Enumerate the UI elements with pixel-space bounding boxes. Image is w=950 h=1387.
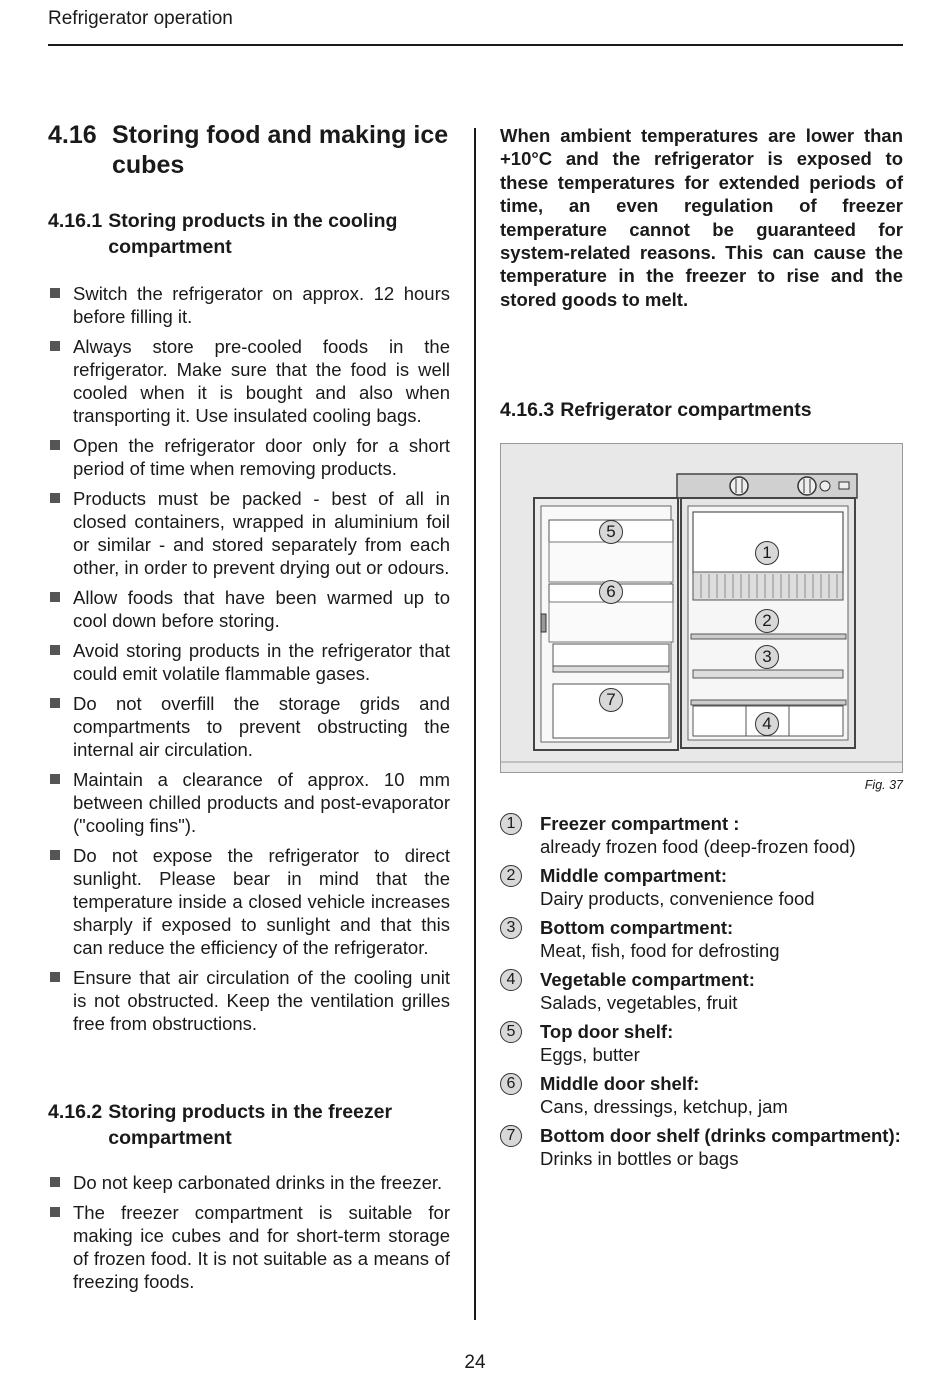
legend-title: Freezer compartment : xyxy=(540,813,740,835)
bullet-text: Products must be packed - best of all in closed containers, wrapped in aluminium foil or similar - and stored separately from each other, in order to prevent drying out or odours. xyxy=(73,488,450,578)
legend-number-badge: 1 xyxy=(500,813,522,835)
thermostat-knob-icon xyxy=(730,477,748,495)
energy-selector-knob-icon xyxy=(798,477,816,495)
bullet-item xyxy=(48,692,450,761)
bullet-text: Open the refrigerator door only for a short period of time when removing products. xyxy=(73,435,450,479)
legend-number-badge: 5 xyxy=(500,1021,522,1043)
header-rule xyxy=(48,44,903,46)
figure-caption: Fig. 37 xyxy=(864,778,903,793)
legend-description: Dairy products, convenience food xyxy=(540,888,815,910)
bullet-text: Avoid storing products in the refrigerator that could emit volatile flammable gases. xyxy=(73,640,450,684)
bullet-square-icon xyxy=(50,288,60,298)
indicator-icon xyxy=(839,482,849,489)
callout-badge-2: 2 xyxy=(755,609,779,633)
subsection-title: Storing products in the cooling compartment xyxy=(108,210,398,258)
bullet-item xyxy=(48,1171,450,1194)
bullet-square-icon xyxy=(50,972,60,982)
callout-badge-7: 7 xyxy=(599,688,623,712)
callout-badge-3: 3 xyxy=(755,645,779,669)
refrigerator-figure xyxy=(500,443,903,773)
subsection-heading-compartments xyxy=(500,397,903,423)
bullet-square-icon xyxy=(50,645,60,655)
legend-title: Vegetable compartment: xyxy=(540,969,755,991)
subsection-heading-cooling xyxy=(48,208,450,260)
bullet-item xyxy=(48,586,450,632)
bullet-text: Do not overfill the storage grids and compartments to prevent obstructing the internal air circulation. xyxy=(73,693,450,760)
legend-title: Bottom door shelf (drinks compartment): xyxy=(540,1125,901,1147)
subsection-title: Storing products in the freezer compartment xyxy=(108,1101,393,1149)
legend-description: Cans, dressings, ketchup, jam xyxy=(540,1096,788,1118)
bullet-item xyxy=(48,282,450,328)
subsection-number: 4.16.1 xyxy=(48,210,103,232)
bullet-text: Do not keep carbonated drinks in the freezer. xyxy=(73,1172,443,1193)
callout-badge-1: 1 xyxy=(755,541,779,565)
legend-number-badge: 6 xyxy=(500,1073,522,1095)
legend-item xyxy=(500,812,903,858)
callout-badge-6: 6 xyxy=(599,580,623,604)
bullet-text: Ensure that air circulation of the cooling unit is not obstructed. Keep the ventilation grilles free from obstructions. xyxy=(73,967,450,1034)
bullet-item xyxy=(48,768,450,837)
compartment-legend xyxy=(500,812,903,1170)
top-door-shelf-front xyxy=(549,542,673,582)
bullet-square-icon xyxy=(50,850,60,860)
legend-description: Salads, vegetables, fruit xyxy=(540,992,738,1014)
cooling-bullet-list xyxy=(48,282,450,1035)
bullet-square-icon xyxy=(50,1207,60,1217)
lower-shelf xyxy=(691,700,846,705)
right-column xyxy=(500,124,903,1176)
bullet-item xyxy=(48,639,450,685)
cooling-fins xyxy=(693,572,843,600)
bullet-square-icon xyxy=(50,440,60,450)
freezer-bullet-list xyxy=(48,1171,450,1293)
bullet-text: Always store pre-cooled foods in the refrigerator. Make sure that the food is well cooled when it is bought and also when transporting it. Use insulated cooling bags. xyxy=(73,336,450,426)
legend-title: Middle compartment: xyxy=(540,865,728,887)
bullet-item xyxy=(48,335,450,427)
door-bar-rail xyxy=(553,666,669,672)
legend-number-badge: 2 xyxy=(500,865,522,887)
legend-title: Bottom compartment: xyxy=(540,917,734,939)
legend-item xyxy=(500,1072,903,1118)
bullet-square-icon xyxy=(50,698,60,708)
door-latch-icon xyxy=(541,614,546,632)
left-column xyxy=(48,120,450,1300)
bullet-square-icon xyxy=(50,493,60,503)
subsection-title: Refrigerator compartments xyxy=(560,399,812,422)
bullet-item xyxy=(48,1201,450,1293)
bullet-item xyxy=(48,487,450,579)
subsection-number: 4.16.3 xyxy=(500,399,555,422)
bullet-square-icon xyxy=(50,774,60,784)
bullet-item xyxy=(48,844,450,959)
bullet-text: Do not expose the refrigerator to direct sunlight. Please bear in mind that the temperature inside a closed vehicle increases sharply if exposed to sunlight and that this can reduce the efficiency of the refrigerator. xyxy=(73,845,450,958)
legend-item xyxy=(500,1020,903,1066)
refrigerator-illustration xyxy=(501,444,902,772)
section-number: 4.16 xyxy=(48,121,97,149)
legend-number-badge: 3 xyxy=(500,917,522,939)
bullet-text: The freezer compartment is suitable for making ice cubes and for short-term storage of frozen food. It is not suitable as a means of freezing foods. xyxy=(73,1202,450,1292)
bullet-text: Maintain a clearance of approx. 10 mm between chilled products and post-evaporator ("cooling fins"). xyxy=(73,769,450,836)
bullet-square-icon xyxy=(50,592,60,602)
bullet-text: Allow foods that have been warmed up to cool down before storing. xyxy=(73,587,450,631)
legend-item xyxy=(500,968,903,1014)
section-title: Storing food and making ice cubes xyxy=(112,121,449,179)
ignition-button-icon xyxy=(820,481,830,491)
legend-item xyxy=(500,1124,903,1170)
legend-item xyxy=(500,864,903,910)
legend-description: Meat, fish, food for defrosting xyxy=(540,940,780,962)
bullet-item xyxy=(48,966,450,1035)
bullet-text: Switch the refrigerator on approx. 12 hours before filling it. xyxy=(73,283,450,327)
legend-description: Eggs, butter xyxy=(540,1044,640,1066)
legend-title: Middle door shelf: xyxy=(540,1073,700,1095)
legend-description: Drinks in bottles or bags xyxy=(540,1148,739,1170)
legend-item xyxy=(500,916,903,962)
column-divider xyxy=(474,128,476,1320)
legend-title: Top door shelf: xyxy=(540,1021,674,1043)
legend-number-badge: 4 xyxy=(500,969,522,991)
middle-shelf xyxy=(691,634,846,639)
legend-number-badge: 7 xyxy=(500,1125,522,1147)
bullet-square-icon xyxy=(50,1177,60,1187)
page-number: 24 xyxy=(464,1352,486,1373)
bullet-item xyxy=(48,434,450,480)
callout-badge-5: 5 xyxy=(599,520,623,544)
subsection-number: 4.16.2 xyxy=(48,1101,103,1123)
subsection-heading-freezer xyxy=(48,1099,450,1151)
low-temperature-warning: When ambient temperatures are lower than +10°C and the refrigerator is exposed to these temperatures for extended periods of time, an even regulation of freezer temperature cannot be guaranteed for system-related reasons. This can cause the temperature in the freezer to rise and the stored goods to melt. xyxy=(500,125,903,310)
callout-badge-4: 4 xyxy=(755,712,779,736)
bullet-square-icon xyxy=(50,341,60,351)
legend-description: already frozen food (deep-frozen food) xyxy=(540,836,856,858)
running-header: Refrigerator operation xyxy=(48,8,233,29)
bottom-shelf-grid xyxy=(693,670,843,678)
section-heading xyxy=(48,120,450,180)
middle-door-shelf-front xyxy=(549,602,673,642)
door-bar xyxy=(553,644,669,666)
